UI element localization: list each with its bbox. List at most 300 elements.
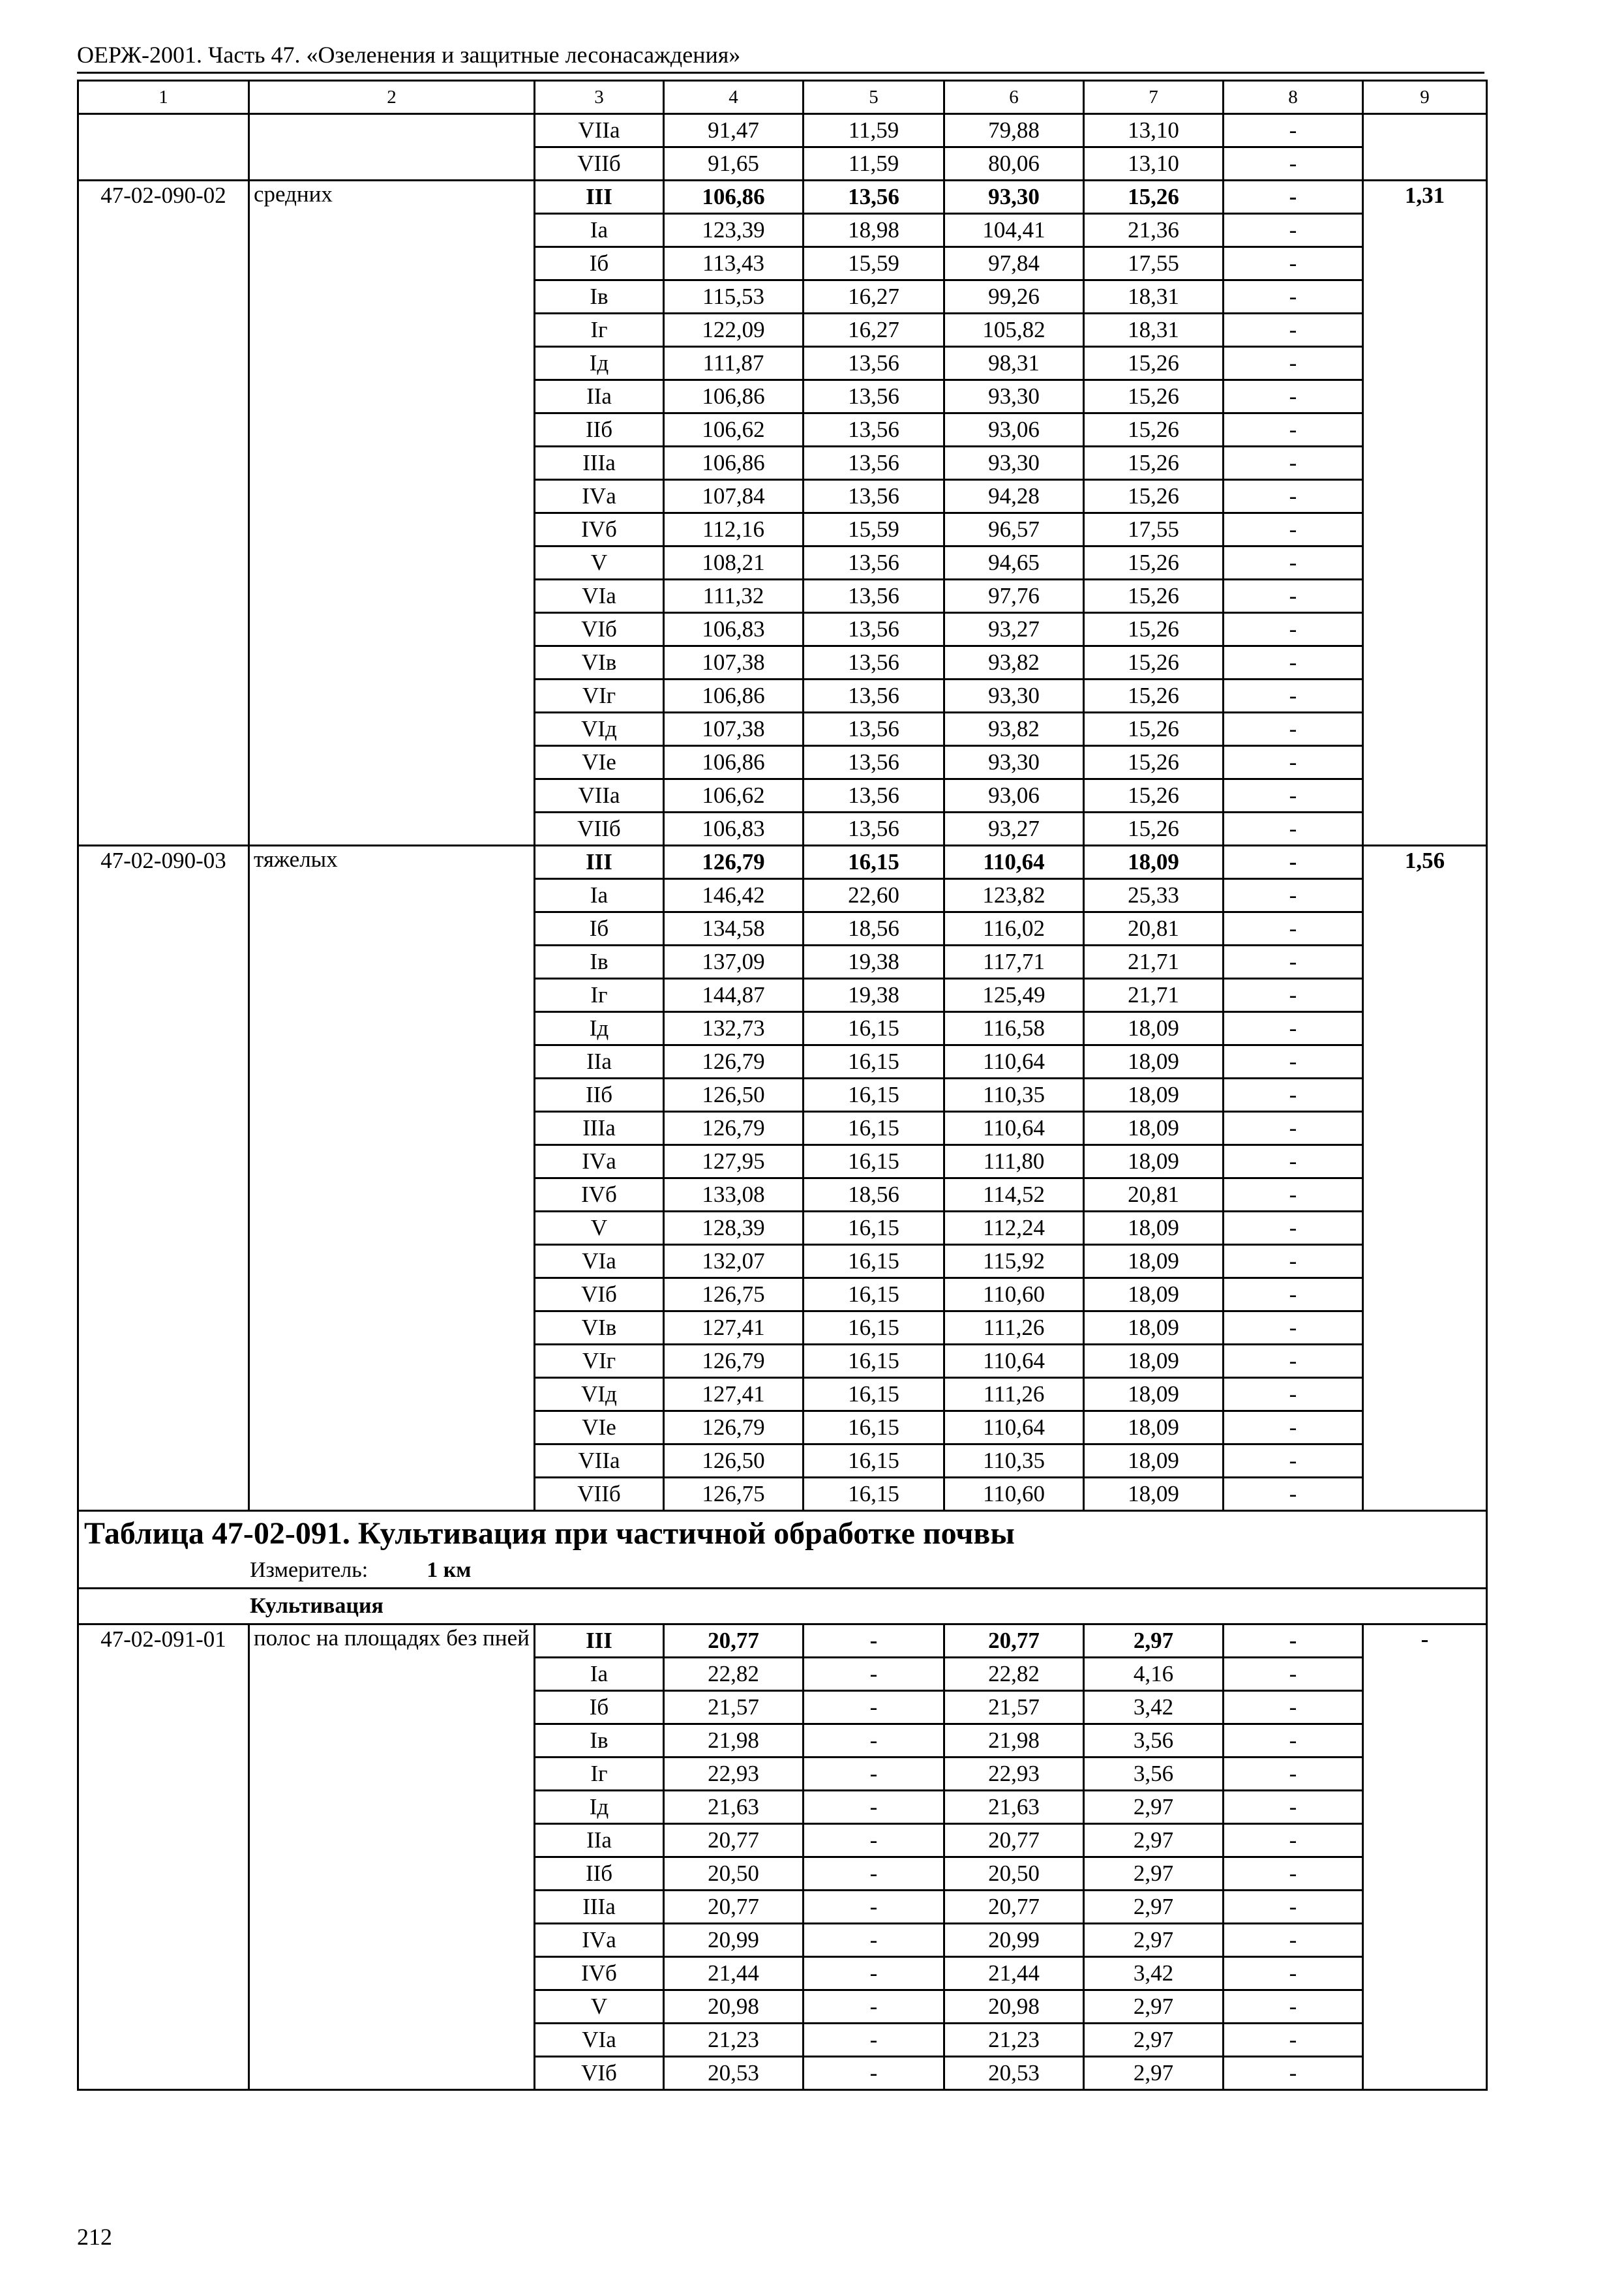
value-cell: 15,26 (1084, 613, 1224, 646)
value-cell: 21,71 (1084, 979, 1224, 1012)
value-cell: - (1224, 1278, 1363, 1311)
zone-cell: VIа (535, 580, 664, 613)
price-table (77, 80, 1486, 2091)
value-cell: 126,75 (664, 1278, 804, 1311)
value-cell: 117,71 (944, 946, 1084, 979)
value-cell: - (1224, 1957, 1363, 1990)
value-cell: - (1224, 1857, 1363, 1891)
value-cell: 110,60 (944, 1278, 1084, 1311)
value-cell: 127,95 (664, 1145, 804, 1178)
value-cell: - (804, 2057, 944, 2090)
item-name (249, 114, 535, 181)
value-cell: 15,26 (1084, 713, 1224, 746)
value-cell: 106,62 (664, 779, 804, 813)
item-code: 47-02-090-02 (78, 181, 249, 846)
value-cell: 126,79 (664, 1411, 804, 1444)
zone-cell: VIIб (535, 147, 664, 181)
value-cell: 15,26 (1084, 580, 1224, 613)
value-cell: 112,24 (944, 1212, 1084, 1245)
value-cell: 15,59 (804, 513, 944, 546)
zone-cell: IVа (535, 480, 664, 513)
value-cell: 97,76 (944, 580, 1084, 613)
value-cell: 15,26 (1084, 347, 1224, 380)
value-cell: 18,09 (1084, 1444, 1224, 1478)
section-row (78, 1589, 1487, 1624)
value-cell: 108,21 (664, 546, 804, 580)
value-cell: 18,09 (1084, 1079, 1224, 1112)
rates-table (77, 80, 1488, 2091)
value-cell: 20,98 (944, 1990, 1084, 2024)
value-cell: - (1224, 114, 1363, 147)
value-cell: 18,09 (1084, 1378, 1224, 1411)
value-cell: 16,15 (804, 1411, 944, 1444)
zone-cell: IIIа (535, 447, 664, 480)
value-cell: - (1224, 1311, 1363, 1345)
value-cell: 93,82 (944, 713, 1084, 746)
value-cell: 18,09 (1084, 1012, 1224, 1045)
value-cell: 16,15 (804, 1079, 944, 1112)
section-cell (78, 1589, 1487, 1624)
zone-cell: IIб (535, 413, 664, 447)
value-cell: - (1224, 247, 1363, 280)
value-cell: - (804, 1891, 944, 1924)
value-cell: 111,80 (944, 1145, 1084, 1178)
value-cell: 18,56 (804, 912, 944, 946)
value-cell: 22,93 (944, 1758, 1084, 1791)
zone-cell: V (535, 1212, 664, 1245)
value-cell: 21,44 (664, 1957, 804, 1990)
value-cell: 80,06 (944, 147, 1084, 181)
value-cell: - (1224, 1112, 1363, 1145)
value-cell: 123,39 (664, 214, 804, 247)
value-cell: - (1224, 813, 1363, 846)
table-row (78, 181, 1487, 214)
value-cell: 91,47 (664, 114, 804, 147)
value-cell: - (1224, 1079, 1363, 1112)
value-cell: 126,79 (664, 1045, 804, 1079)
value-cell: 132,73 (664, 1012, 804, 1045)
zone-cell: Iг (535, 979, 664, 1012)
value-cell: 13,56 (804, 613, 944, 646)
value-cell: 2,97 (1084, 1924, 1224, 1957)
value-cell: 2,97 (1084, 1791, 1224, 1824)
value-cell: 21,63 (664, 1791, 804, 1824)
value-cell: 13,56 (804, 779, 944, 813)
value-cell: - (804, 1857, 944, 1891)
value-cell: 2,97 (1084, 1624, 1224, 1658)
zone-cell: VIд (535, 1378, 664, 1411)
zone-cell: VIб (535, 2057, 664, 2090)
zone-cell: IIIа (535, 1891, 664, 1924)
value-cell: 16,15 (804, 1311, 944, 1345)
value-cell: - (1224, 580, 1363, 613)
zone-cell: VIд (535, 713, 664, 746)
table-title: Таблица 47-02-091. Культивация при частичной обработке почвы (78, 1511, 1487, 1554)
meter-cell (78, 1553, 1487, 1589)
value-cell: 115,92 (944, 1245, 1084, 1278)
value-cell: 2,97 (1084, 1824, 1224, 1857)
value-cell: 106,83 (664, 613, 804, 646)
item-code: 47-02-091-01 (78, 1624, 249, 2090)
value-cell: 2,97 (1084, 1857, 1224, 1891)
zone-cell: IIб (535, 1079, 664, 1112)
value-cell: 15,26 (1084, 447, 1224, 480)
zone-cell: Iг (535, 314, 664, 347)
value-cell: 18,09 (1084, 1245, 1224, 1278)
section-label: Культивация (250, 1594, 383, 1618)
value-cell: 93,30 (944, 181, 1084, 214)
value-cell: - (1224, 1478, 1363, 1511)
value-cell: 110,35 (944, 1079, 1084, 1112)
value-cell: - (1224, 1691, 1363, 1724)
value-cell: - (1224, 680, 1363, 713)
value-cell: 93,06 (944, 779, 1084, 813)
value-cell: 91,65 (664, 147, 804, 181)
value-cell: 106,86 (664, 380, 804, 413)
value-cell: - (1224, 713, 1363, 746)
value-cell: - (1224, 314, 1363, 347)
value-cell: 116,58 (944, 1012, 1084, 1045)
zone-cell: VIб (535, 1278, 664, 1311)
zone-cell: III (535, 846, 664, 879)
value-cell: 2,97 (1084, 2024, 1224, 2057)
page-header: ОЕРЖ-2001. Часть 47. «Озеленения и защитные лесонасаждения» (77, 42, 741, 68)
zone-cell: VIIб (535, 813, 664, 846)
value-cell: - (1224, 347, 1363, 380)
value-cell: - (1224, 480, 1363, 513)
value-cell: 18,09 (1084, 1112, 1224, 1145)
value-cell: 13,56 (804, 746, 944, 779)
value-cell: 13,56 (804, 813, 944, 846)
value-cell: 97,84 (944, 247, 1084, 280)
value-cell: 15,26 (1084, 646, 1224, 680)
value-cell: - (1224, 380, 1363, 413)
value-cell: 16,27 (804, 280, 944, 314)
value-cell: 106,86 (664, 746, 804, 779)
value-cell: 16,15 (804, 1444, 944, 1478)
value-cell: 25,33 (1084, 879, 1224, 912)
zone-cell: Iа (535, 1658, 664, 1691)
value-cell: 18,09 (1084, 1478, 1224, 1511)
value-cell: 22,82 (664, 1658, 804, 1691)
value-cell: 106,86 (664, 680, 804, 713)
value-cell: 21,36 (1084, 214, 1224, 247)
value-cell: - (1224, 546, 1363, 580)
value-cell: - (1224, 846, 1363, 879)
value-cell: - (1224, 1012, 1363, 1045)
value-cell: 21,23 (664, 2024, 804, 2057)
value-cell: 21,57 (944, 1691, 1084, 1724)
value-cell: 20,81 (1084, 912, 1224, 946)
value-cell: 110,64 (944, 1045, 1084, 1079)
zone-cell: Iг (535, 1758, 664, 1791)
value-cell: 20,53 (664, 2057, 804, 2090)
value-cell: 93,30 (944, 746, 1084, 779)
value-cell: 11,59 (804, 114, 944, 147)
value-cell: - (1224, 1891, 1363, 1924)
value-cell: 113,43 (664, 247, 804, 280)
value-cell: - (804, 1658, 944, 1691)
value-cell: 19,38 (804, 979, 944, 1012)
value-cell: 15,26 (1084, 181, 1224, 214)
value-cell: 20,81 (1084, 1178, 1224, 1212)
value-cell: 93,30 (944, 680, 1084, 713)
value-cell: 20,77 (944, 1624, 1084, 1658)
value-cell: - (1224, 746, 1363, 779)
zone-cell: VIе (535, 1411, 664, 1444)
value-cell: 106,83 (664, 813, 804, 846)
value-cell: - (1224, 181, 1363, 214)
value-cell: 122,09 (664, 314, 804, 347)
value-cell: 3,42 (1084, 1957, 1224, 1990)
value-cell: 125,49 (944, 979, 1084, 1012)
zone-cell: VIг (535, 1345, 664, 1378)
value-cell: - (804, 1791, 944, 1824)
column-number: 6 (944, 81, 1084, 114)
value-cell: - (1224, 1411, 1363, 1444)
resource-cell: 1,56 (1363, 846, 1487, 1511)
value-cell: 110,64 (944, 1411, 1084, 1444)
value-cell: 20,77 (664, 1824, 804, 1857)
value-cell: 133,08 (664, 1178, 804, 1212)
column-number: 9 (1363, 81, 1487, 114)
value-cell: - (1224, 147, 1363, 181)
column-number: 2 (249, 81, 535, 114)
value-cell: 107,38 (664, 646, 804, 680)
zone-cell: VIг (535, 680, 664, 713)
value-cell: 20,99 (944, 1924, 1084, 1957)
value-cell: - (1224, 946, 1363, 979)
value-cell: 16,15 (804, 1345, 944, 1378)
value-cell: 18,09 (1084, 1278, 1224, 1311)
value-cell: 18,09 (1084, 1345, 1224, 1378)
value-cell: 20,77 (664, 1891, 804, 1924)
value-cell: 15,26 (1084, 413, 1224, 447)
value-cell: 20,77 (944, 1824, 1084, 1857)
value-cell: 132,07 (664, 1245, 804, 1278)
value-cell: 93,06 (944, 413, 1084, 447)
value-cell: 18,31 (1084, 280, 1224, 314)
value-cell: - (1224, 214, 1363, 247)
zone-cell: Iб (535, 1691, 664, 1724)
value-cell: 13,56 (804, 380, 944, 413)
value-cell: 99,26 (944, 280, 1084, 314)
value-cell: 18,09 (1084, 846, 1224, 879)
value-cell: 134,58 (664, 912, 804, 946)
value-cell: 107,38 (664, 713, 804, 746)
zone-cell: Iв (535, 280, 664, 314)
value-cell: - (1224, 447, 1363, 480)
value-cell: 13,56 (804, 646, 944, 680)
value-cell: 20,50 (944, 1857, 1084, 1891)
value-cell: 110,35 (944, 1444, 1084, 1478)
value-cell: 94,65 (944, 546, 1084, 580)
value-cell: 127,41 (664, 1311, 804, 1345)
value-cell: - (1224, 779, 1363, 813)
zone-cell: IVб (535, 1178, 664, 1212)
resource-cell (1363, 114, 1487, 181)
zone-cell: Iб (535, 912, 664, 946)
value-cell: 13,56 (804, 447, 944, 480)
value-cell: 79,88 (944, 114, 1084, 147)
zone-cell: V (535, 546, 664, 580)
value-cell: 127,41 (664, 1378, 804, 1411)
zone-cell: VIе (535, 746, 664, 779)
value-cell: 18,09 (1084, 1145, 1224, 1178)
value-cell: 111,26 (944, 1311, 1084, 1345)
zone-cell: Iв (535, 1724, 664, 1758)
value-cell: 15,26 (1084, 480, 1224, 513)
value-cell: 15,59 (804, 247, 944, 280)
value-cell: 111,87 (664, 347, 804, 380)
value-cell: - (1224, 1178, 1363, 1212)
value-cell: 123,82 (944, 879, 1084, 912)
value-cell: 114,52 (944, 1178, 1084, 1212)
value-cell: - (1224, 1345, 1363, 1378)
value-cell: 16,15 (804, 1478, 944, 1511)
value-cell: 13,56 (804, 680, 944, 713)
value-cell: 98,31 (944, 347, 1084, 380)
item-name: средних (249, 181, 535, 846)
value-cell: 126,50 (664, 1444, 804, 1478)
value-cell: 19,38 (804, 946, 944, 979)
value-cell: 110,60 (944, 1478, 1084, 1511)
value-cell: 110,64 (944, 1112, 1084, 1145)
value-cell: - (1224, 1791, 1363, 1824)
value-cell: 3,56 (1084, 1758, 1224, 1791)
column-number: 1 (78, 81, 249, 114)
value-cell: 18,31 (1084, 314, 1224, 347)
value-cell: - (804, 2024, 944, 2057)
zone-cell: IVа (535, 1924, 664, 1957)
value-cell: 107,84 (664, 480, 804, 513)
value-cell: - (1224, 613, 1363, 646)
value-cell: - (804, 1990, 944, 2024)
value-cell: - (804, 1691, 944, 1724)
zone-cell: Iа (535, 214, 664, 247)
value-cell: - (1224, 1824, 1363, 1857)
zone-cell: VIб (535, 613, 664, 646)
value-cell: - (1224, 1444, 1363, 1478)
value-cell: 16,27 (804, 314, 944, 347)
value-cell: 126,50 (664, 1079, 804, 1112)
value-cell: 20,99 (664, 1924, 804, 1957)
value-cell: 16,15 (804, 1145, 944, 1178)
value-cell: 11,59 (804, 147, 944, 181)
table-row (78, 114, 1487, 147)
table-row (78, 846, 1487, 879)
table-body (78, 81, 1487, 2090)
zone-cell: IVб (535, 513, 664, 546)
value-cell: 13,56 (804, 413, 944, 447)
value-cell: 22,60 (804, 879, 944, 912)
value-cell: 126,75 (664, 1478, 804, 1511)
value-cell: - (1224, 1045, 1363, 1079)
zone-cell: IIIа (535, 1112, 664, 1145)
value-cell: 128,39 (664, 1212, 804, 1245)
value-cell: - (1224, 2024, 1363, 2057)
value-cell: 16,15 (804, 1378, 944, 1411)
value-cell: 16,15 (804, 1278, 944, 1311)
value-cell: 13,56 (804, 347, 944, 380)
item-name: полос на площадях без пней (249, 1624, 535, 2090)
value-cell: 93,27 (944, 813, 1084, 846)
value-cell: 3,56 (1084, 1724, 1224, 1758)
value-cell: 16,15 (804, 1045, 944, 1079)
value-cell: 16,15 (804, 1245, 944, 1278)
resource-cell: - (1363, 1624, 1487, 2090)
value-cell: 18,56 (804, 1178, 944, 1212)
value-cell: - (1224, 513, 1363, 546)
value-cell: 18,09 (1084, 1212, 1224, 1245)
column-number: 5 (804, 81, 944, 114)
value-cell: 13,56 (804, 181, 944, 214)
table-row (78, 1624, 1487, 1658)
value-cell: - (1224, 1624, 1363, 1658)
value-cell: 21,71 (1084, 946, 1224, 979)
zone-cell: VIв (535, 1311, 664, 1345)
meter-row (78, 1553, 1487, 1589)
zone-cell: IIб (535, 1857, 664, 1891)
value-cell: 16,15 (804, 1012, 944, 1045)
value-cell: - (1224, 1990, 1363, 2024)
value-cell: 13,10 (1084, 147, 1224, 181)
value-cell: 93,82 (944, 646, 1084, 680)
value-cell: 144,87 (664, 979, 804, 1012)
value-cell: - (1224, 646, 1363, 680)
value-cell: 96,57 (944, 513, 1084, 546)
value-cell: 21,57 (664, 1691, 804, 1724)
value-cell: - (1224, 1724, 1363, 1758)
value-cell: 20,77 (664, 1624, 804, 1658)
value-cell: 22,82 (944, 1658, 1084, 1691)
value-cell: 16,15 (804, 1212, 944, 1245)
table-title-row (78, 1511, 1487, 1554)
item-name: тяжелых (249, 846, 535, 1511)
value-cell: - (1224, 1924, 1363, 1957)
value-cell: 13,56 (804, 546, 944, 580)
value-cell: 20,77 (944, 1891, 1084, 1924)
column-number: 3 (535, 81, 664, 114)
zone-cell: V (535, 1990, 664, 2024)
value-cell: 4,16 (1084, 1658, 1224, 1691)
value-cell: 126,79 (664, 846, 804, 879)
resource-cell: 1,31 (1363, 181, 1487, 846)
value-cell: 15,26 (1084, 680, 1224, 713)
value-cell: 146,42 (664, 879, 804, 912)
column-number: 4 (664, 81, 804, 114)
value-cell: 111,26 (944, 1378, 1084, 1411)
value-cell: 18,09 (1084, 1311, 1224, 1345)
value-cell: 13,56 (804, 580, 944, 613)
value-cell: 22,93 (664, 1758, 804, 1791)
value-cell: 15,26 (1084, 813, 1224, 846)
value-cell: 126,79 (664, 1345, 804, 1378)
value-cell: 110,64 (944, 1345, 1084, 1378)
value-cell: 2,97 (1084, 1891, 1224, 1924)
value-cell: 17,55 (1084, 247, 1224, 280)
value-cell: 110,64 (944, 846, 1084, 879)
value-cell: 112,16 (664, 513, 804, 546)
value-cell: 105,82 (944, 314, 1084, 347)
zone-cell: IVа (535, 1145, 664, 1178)
value-cell: 106,62 (664, 413, 804, 447)
zone-cell: VIа (535, 1245, 664, 1278)
meter-label: Измеритель: (250, 1558, 368, 1582)
value-cell: - (804, 1624, 944, 1658)
value-cell: - (804, 1758, 944, 1791)
value-cell: - (1224, 1658, 1363, 1691)
